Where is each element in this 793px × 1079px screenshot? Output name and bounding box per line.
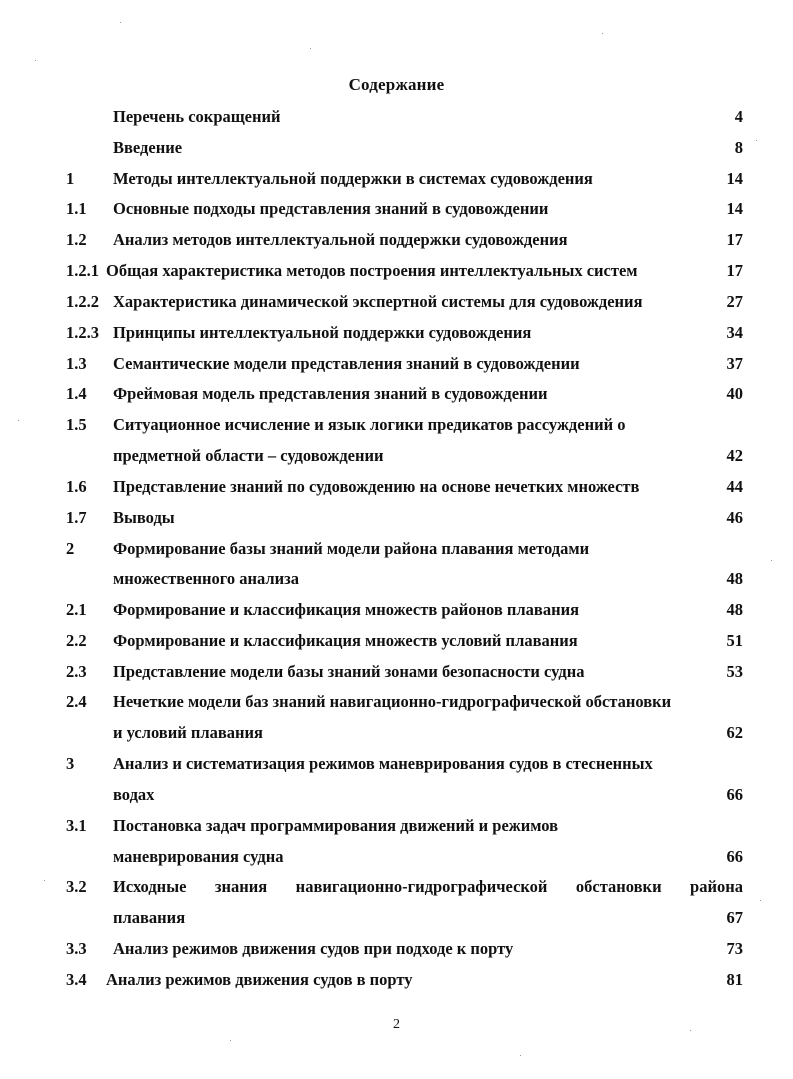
toc-entry-page: 40 xyxy=(726,384,743,403)
toc-entry-page: 14 xyxy=(726,199,743,218)
toc-entry xyxy=(0,261,793,285)
toc-entry-number: 1.2.2 xyxy=(66,292,99,311)
toc-entry-page: 46 xyxy=(726,508,743,527)
toc-entry-text: Исходные знания навигационно-гидрографической обстановки района xyxy=(113,877,743,896)
toc-entry xyxy=(0,631,793,655)
toc-entry-page: 42 xyxy=(726,446,743,465)
toc-entry-page: 4 xyxy=(734,107,743,126)
toc-entry xyxy=(0,877,793,901)
toc-entry-text: Характеристика динамической экспертной системы для судовождения xyxy=(113,292,643,311)
toc-entry-text: Нечеткие модели баз знаний навигационно-гидрографической обстановки xyxy=(113,692,672,711)
toc-entry-number: 3 xyxy=(66,754,75,773)
toc-entry-text: предметной области – судовождении xyxy=(113,446,384,465)
toc-entry-page: 51 xyxy=(726,631,743,650)
toc-entry-continuation xyxy=(0,569,793,593)
toc-entry xyxy=(0,692,793,716)
toc-entry xyxy=(0,600,793,624)
toc-entry-number: 1 xyxy=(66,169,75,188)
toc-entry-text: Принципы интеллектуальной поддержки судовождения xyxy=(113,323,532,342)
toc-entry-number: 1.2.1 xyxy=(66,261,99,280)
toc-entry-number: 2.3 xyxy=(66,662,87,681)
toc-entry xyxy=(0,199,793,223)
toc-entry xyxy=(0,323,793,347)
toc-entry-number: 1.7 xyxy=(66,508,87,527)
scan-speck xyxy=(771,560,772,561)
toc-entry xyxy=(0,754,793,778)
toc-entry-text: множественного анализа xyxy=(113,569,300,588)
scan-speck xyxy=(44,880,45,881)
toc-entry-text: плавания xyxy=(113,908,186,927)
toc-entry-text: Методы интеллектуальной поддержки в системах судовождения xyxy=(113,169,593,188)
toc-entry-text: Перечень сокращений xyxy=(113,107,281,126)
scan-speck xyxy=(760,900,761,901)
toc-entry xyxy=(0,292,793,316)
toc-entry-number: 1.3 xyxy=(66,354,87,373)
toc-entry xyxy=(0,939,793,963)
toc-entry-text: Выводы xyxy=(113,508,175,527)
toc-entry-continuation xyxy=(0,723,793,747)
page-title: Содержание xyxy=(348,75,445,94)
toc-entry-text: Общая характеристика методов построения интеллектуальных систем xyxy=(106,261,638,280)
scan-speck xyxy=(602,33,603,34)
toc-entry-page: 17 xyxy=(726,261,743,280)
toc-entry xyxy=(0,508,793,532)
toc-entry-text: Постановка задач программирования движений и режимов xyxy=(113,816,559,835)
toc-entry-continuation xyxy=(0,908,793,932)
toc-entry-page: 73 xyxy=(726,939,743,958)
scan-speck xyxy=(756,140,757,141)
toc-entry-continuation xyxy=(0,446,793,470)
toc-entry-page: 62 xyxy=(726,723,743,742)
page-number-footer: 2 xyxy=(393,1017,400,1032)
toc-entry-text: Формирование и классификация множеств условий плавания xyxy=(113,631,578,650)
toc-entry-number: 1.2.3 xyxy=(66,323,99,342)
toc-entry-number: 3.1 xyxy=(66,816,87,835)
toc-entry-text: и условий плавания xyxy=(113,723,263,742)
toc-entry-page: 48 xyxy=(726,600,743,619)
toc-entry-text: водах xyxy=(113,785,155,804)
toc-entry-page: 17 xyxy=(726,230,743,249)
toc-entry-page: 14 xyxy=(726,169,743,188)
toc-entry-text: Семантические модели представления знаний в судовождении xyxy=(113,354,580,373)
toc-entry-number: 1.5 xyxy=(66,415,87,434)
scan-speck xyxy=(690,1030,691,1031)
toc-entry-number: 3.3 xyxy=(66,939,87,958)
scan-speck xyxy=(18,420,19,421)
scan-speck xyxy=(310,48,311,49)
toc-entry-text: Основные подходы представления знаний в судовождении xyxy=(113,199,549,218)
toc-entry-text: Представление модели базы знаний зонами безопасности судна xyxy=(113,662,585,681)
toc-entry-page: 66 xyxy=(726,785,743,804)
toc-entry-number: 3.2 xyxy=(66,877,87,896)
toc-entry-page: 66 xyxy=(726,847,743,866)
toc-entry-text: Фреймовая модель представления знаний в судовождении xyxy=(113,384,548,403)
toc-entry-text: Анализ режимов движения судов в порту xyxy=(106,970,413,989)
toc-entry-page: 27 xyxy=(726,292,743,311)
toc-entry-text: маневрирования судна xyxy=(113,847,284,866)
toc-entry-continuation xyxy=(0,847,793,871)
toc-entry xyxy=(0,169,793,193)
toc-entry xyxy=(0,230,793,254)
toc-entry-continuation xyxy=(0,785,793,809)
toc-entry-number: 2.2 xyxy=(66,631,87,650)
toc-entry-number: 1.2 xyxy=(66,230,87,249)
toc-entry xyxy=(0,970,793,994)
toc-entry xyxy=(0,816,793,840)
scan-speck xyxy=(520,1055,521,1056)
toc-entry-page: 44 xyxy=(726,477,743,496)
toc-entry-text: Представление знаний по судовождению на основе нечетких множеств xyxy=(113,477,640,496)
toc-entry xyxy=(0,477,793,501)
toc-entry-page: 48 xyxy=(726,569,743,588)
scan-speck xyxy=(230,1040,231,1041)
toc-entry-number: 3.4 xyxy=(66,970,87,989)
toc-entry xyxy=(0,415,793,439)
toc-entry-text: Введение xyxy=(113,138,183,157)
toc-entry-number: 1.1 xyxy=(66,199,87,218)
toc-entry-text: Анализ и систематизация режимов маневрирования судов в стесненных xyxy=(113,754,653,773)
toc-entry xyxy=(0,662,793,686)
toc-entry-number: 2.1 xyxy=(66,600,87,619)
toc-entry-page: 67 xyxy=(726,908,743,927)
toc-entry xyxy=(0,107,793,131)
scan-speck xyxy=(120,22,121,23)
toc-entry-page: 34 xyxy=(726,323,743,342)
toc-entry-text: Формирование и классификация множеств районов плавания xyxy=(113,600,580,619)
toc-entry xyxy=(0,539,793,563)
toc-entry-page: 81 xyxy=(726,970,743,989)
toc-entry xyxy=(0,384,793,408)
scan-speck xyxy=(35,60,36,61)
toc-entry-number: 1.4 xyxy=(66,384,87,403)
toc-entry-number: 1.6 xyxy=(66,477,87,496)
toc-entry xyxy=(0,354,793,378)
toc-entry-page: 37 xyxy=(726,354,743,373)
toc-entry-number: 2 xyxy=(66,539,75,558)
toc-entry-text: Формирование базы знаний модели района плавания методами xyxy=(113,539,590,558)
toc-entry-number: 2.4 xyxy=(66,692,87,711)
toc-entry-page: 8 xyxy=(734,138,743,157)
toc-entry-text: Анализ режимов движения судов при подходе к порту xyxy=(113,939,514,958)
toc-entry-page: 53 xyxy=(726,662,743,681)
toc-entry-text: Ситуационное исчисление и язык логики предикатов рассуждений о xyxy=(113,415,626,434)
toc-entry-text: Анализ методов интеллектуальной поддержки судовождения xyxy=(113,230,568,249)
toc-entry xyxy=(0,138,793,162)
